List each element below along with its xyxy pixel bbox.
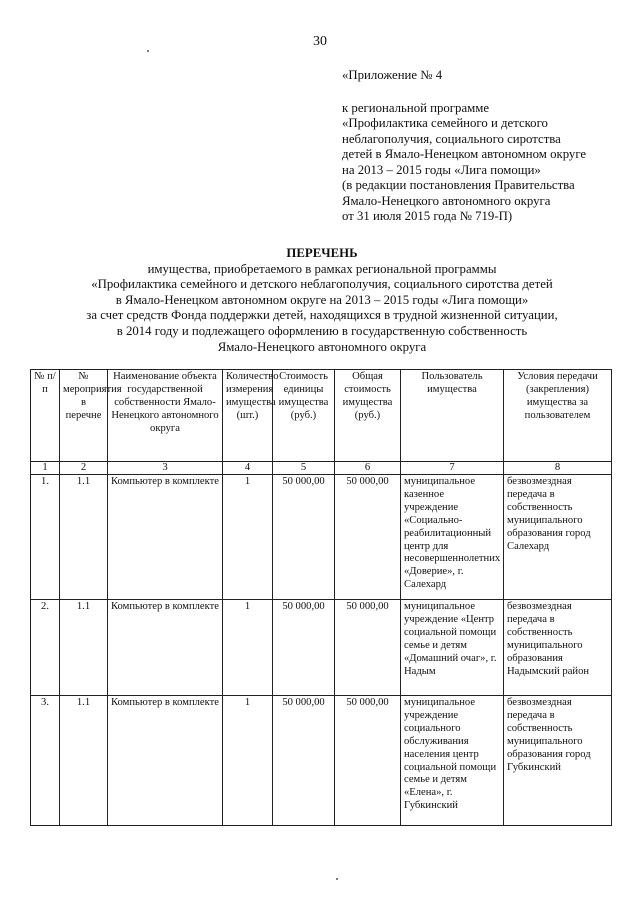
header-cell-total-cost: Общая стоимость имущества (руб.) — [335, 370, 401, 462]
cell-measure: 1.1 — [60, 696, 108, 826]
appendix-block — [342, 68, 622, 225]
table-row — [31, 475, 612, 600]
appendix-line: Ямало-Ненецкого автономного округа — [342, 193, 551, 208]
appendix-line: детей в Ямало-Ненецком автономном округе — [342, 147, 587, 161]
scan-speck — [336, 878, 338, 880]
heading-line: Ямало-Ненецкого автономного округа — [217, 339, 427, 354]
header-cell-conditions: Условия передачи (закрепления) имущества за пользователем — [504, 370, 612, 462]
appendix-line: на 2013 – 2015 годы «Лига помощи» — [342, 162, 541, 177]
scan-speck — [147, 50, 149, 52]
appendix-title: «Приложение № 4 — [342, 68, 443, 82]
document-title: ПЕРЕЧЕНЬ — [286, 246, 358, 260]
cell-quantity: 1 — [223, 600, 273, 696]
heading-line: «Профилактика семейного и детского неблагополучия, социального сиротства детей — [91, 277, 553, 292]
cell-name: Компьютер в комплекте — [108, 475, 223, 600]
column-number: 8 — [504, 462, 612, 475]
table-row — [31, 696, 612, 826]
appendix-line: к региональной программе — [342, 100, 489, 115]
cell-quantity: 1 — [223, 475, 273, 600]
cell-total-cost: 50 000,00 — [335, 600, 401, 696]
heading-line: за счет средств Фонда поддержки детей, находящихся в трудной жизненной ситуации, — [86, 308, 558, 323]
cell-conditions: безвозмездная передача в собственность муниципального образования Надымский район — [504, 600, 612, 696]
cell-conditions: безвозмездная передача в собственность муниципального образования город Губкинский — [504, 696, 612, 826]
cell-unit-cost: 50 000,00 — [273, 600, 335, 696]
column-number: 3 — [108, 462, 223, 475]
column-number: 7 — [401, 462, 504, 475]
cell-user: муниципальное учреждение «Центр социальной помощи семье и детям «Домашний очаг», г. Надым — [401, 600, 504, 696]
heading-line: в Ямало-Ненецком автономном округе на 2013 – 2015 годы «Лига помощи» — [115, 292, 529, 307]
column-number: 4 — [223, 462, 273, 475]
cell-quantity: 1 — [223, 696, 273, 826]
column-number: 5 — [273, 462, 335, 475]
cell-total-cost: 50 000,00 — [335, 696, 401, 826]
document-heading — [28, 246, 616, 355]
header-cell-measure: № мероприятия в перечне — [60, 370, 108, 462]
cell-number: 2. — [31, 600, 60, 696]
cell-user: муниципальное казенное учреждение «Социально-реабилитационный центр для несовершеннолетних «Доверие», г. Салехард — [401, 475, 504, 600]
cell-measure: 1.1 — [60, 475, 108, 600]
header-cell-name: Наименование объекта государственной собственности Ямало-Ненецкого автономного округа — [108, 370, 223, 462]
cell-number: 1. — [31, 475, 60, 600]
column-number: 2 — [60, 462, 108, 475]
cell-name: Компьютер в комплекте — [108, 696, 223, 826]
cell-number: 3. — [31, 696, 60, 826]
appendix-line: (в редакции постановления Правительства — [342, 178, 575, 192]
cell-conditions: безвозмездная передача в собственность муниципального образования город Салехард — [504, 475, 612, 600]
header-cell-number: № п/п — [31, 370, 60, 462]
column-number: 1 — [31, 462, 60, 475]
cell-measure: 1.1 — [60, 600, 108, 696]
column-number-row — [31, 462, 612, 475]
cell-unit-cost: 50 000,00 — [273, 696, 335, 826]
heading-line: в 2014 году и подлежащего оформлению в государственную собственность — [116, 323, 528, 338]
header-cell-user: Пользователь имущества — [401, 370, 504, 462]
property-table — [30, 369, 612, 826]
cell-total-cost: 50 000,00 — [335, 475, 401, 600]
header-cell-quantity: Количество измерения имущества (шт.) — [223, 370, 273, 462]
appendix-line: неблагополучия, социального сиротства — [342, 131, 561, 146]
appendix-line: от 31 июля 2015 года № 719-П) — [342, 209, 513, 223]
page-number: 30 — [313, 34, 327, 49]
appendix-line: «Профилактика семейного и детского — [342, 116, 548, 130]
header-cell-unit-cost: Стоимость единицы имущества (руб.) — [273, 370, 335, 462]
cell-unit-cost: 50 000,00 — [273, 475, 335, 600]
cell-name: Компьютер в комплекте — [108, 600, 223, 696]
table-header-row — [31, 370, 612, 462]
table-row — [31, 600, 612, 696]
column-number: 6 — [335, 462, 401, 475]
heading-line: имущества, приобретаемого в рамках региональной программы — [147, 261, 497, 276]
cell-user: муниципальное учреждение социального обслуживания населения центр социальной помощи семье и детям «Елена», г. Губкинский — [401, 696, 504, 826]
